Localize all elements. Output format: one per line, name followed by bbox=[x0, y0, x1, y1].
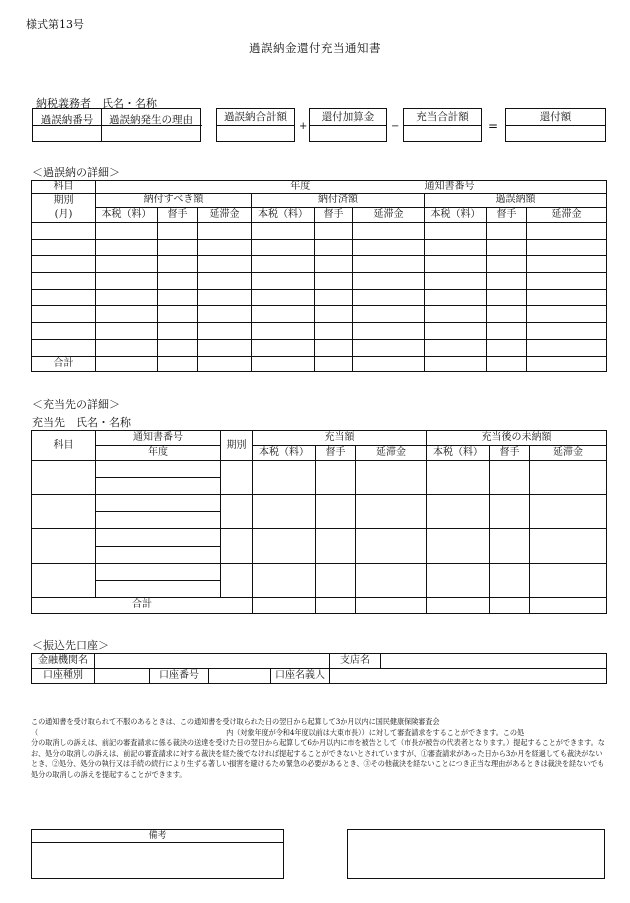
detail-row[interactable] bbox=[32, 239, 607, 256]
detail-row[interactable] bbox=[32, 306, 607, 323]
overpaid-fee-header: 督手 bbox=[487, 207, 527, 222]
total-overpaid-box[interactable] bbox=[216, 108, 295, 142]
overpayment-number-field[interactable] bbox=[33, 125, 101, 142]
period-header bbox=[32, 194, 96, 223]
paid-header: 納付済額 bbox=[252, 194, 425, 208]
detail-row[interactable] bbox=[32, 273, 607, 290]
period-label: 期別 bbox=[53, 195, 74, 206]
appr-total-label: 合計 bbox=[32, 597, 253, 613]
unpaid-after-header: 充当後の未納額 bbox=[427, 431, 607, 446]
due-delay-header: 延滞金 bbox=[198, 207, 252, 222]
overpaid-delay-header: 延滞金 bbox=[527, 207, 607, 222]
institution-label: 金融機関名 bbox=[32, 654, 95, 669]
refund-amount-label: 還付額 bbox=[506, 109, 605, 126]
minus-sign: − bbox=[391, 121, 400, 132]
notice-line-1: この通知書を受け取られて不服のあるときは、この通知書を受け取られた日の翌日から起算して3か月以内に国民健康保険審査会 bbox=[31, 717, 440, 726]
month-label: (月) bbox=[54, 209, 73, 220]
applied-header: 充当額 bbox=[253, 431, 427, 446]
notice-line-2 bbox=[31, 728, 605, 739]
account-number-label: 口座番号 bbox=[150, 669, 209, 684]
detail-row[interactable] bbox=[32, 223, 607, 240]
bank-account-table bbox=[31, 653, 607, 684]
detail-row[interactable] bbox=[32, 339, 607, 356]
refund-amount-box[interactable] bbox=[505, 108, 606, 142]
form-number: 様式第13号 bbox=[26, 18, 84, 31]
overpayment-reason-label: 過誤納発生の理由 bbox=[109, 114, 193, 126]
unpaid-fee-header: 督手 bbox=[490, 446, 530, 461]
taxpayer-label: 納税義務者 氏名・名称 bbox=[36, 97, 157, 110]
applied-total-label: 充当合計額 bbox=[404, 109, 481, 126]
branch-label: 支店名 bbox=[330, 654, 381, 669]
appropriation-section-title: ＜充当先の詳細＞ bbox=[32, 398, 120, 411]
notice-number-header: 通知書番号 bbox=[425, 181, 607, 194]
account-type-field[interactable] bbox=[95, 669, 150, 684]
year-header: 年度 bbox=[96, 181, 425, 194]
account-holder-label: 口座名義人 bbox=[271, 669, 330, 684]
stamp-box bbox=[347, 829, 605, 879]
paid-delay-header: 延滞金 bbox=[353, 207, 425, 222]
page-title: 過誤納金還付充当通知書 bbox=[249, 41, 381, 55]
institution-field[interactable] bbox=[95, 654, 330, 669]
appeal-notice bbox=[31, 717, 605, 780]
detail-row[interactable] bbox=[32, 289, 607, 306]
overpayment-id-box bbox=[32, 108, 201, 142]
overpayment-reason-field[interactable] bbox=[102, 125, 201, 142]
plus-sign: + bbox=[299, 121, 308, 132]
applied-total-box[interactable] bbox=[403, 108, 482, 142]
total-overpaid-label: 過誤納合計額 bbox=[217, 109, 294, 126]
appropriation-row[interactable] bbox=[32, 563, 607, 580]
account-holder-field[interactable] bbox=[330, 669, 607, 684]
detail-total-row bbox=[32, 356, 607, 372]
notice-open-paren: （ bbox=[31, 727, 39, 737]
branch-field[interactable] bbox=[381, 654, 607, 669]
account-number-field[interactable] bbox=[209, 669, 271, 684]
overpaid-header: 過誤納額 bbox=[425, 194, 607, 208]
unpaid-principal-header: 本税（料） bbox=[427, 446, 490, 461]
appropriation-row[interactable] bbox=[32, 529, 607, 546]
applied-principal-header: 本税（料） bbox=[253, 446, 316, 461]
notice-line-2-text: 内（対象年度が令和4年度以前は大東市長））に対して審査請求をすることができます。この処 bbox=[226, 727, 525, 737]
due-principal-header: 本税（料） bbox=[96, 207, 158, 222]
appr-notice-number-header: 通知書番号 bbox=[96, 431, 221, 446]
detail-section-title: ＜過誤納の詳細＞ bbox=[32, 166, 120, 179]
applied-delay-header: 延滞金 bbox=[356, 446, 427, 461]
refund-addition-box[interactable] bbox=[309, 108, 387, 142]
appr-subject-header: 科目 bbox=[32, 431, 96, 461]
overpaid-principal-header: 本税（料） bbox=[425, 207, 487, 222]
appr-year-header: 年度 bbox=[96, 446, 221, 461]
detail-row[interactable] bbox=[32, 256, 607, 273]
remarks-label: 備考 bbox=[32, 830, 283, 843]
account-type-label: 口座種別 bbox=[32, 669, 95, 684]
detail-total-label: 合計 bbox=[32, 356, 96, 372]
appropriation-row[interactable] bbox=[32, 461, 607, 478]
overpayment-detail-table bbox=[31, 180, 607, 372]
appr-total-row bbox=[32, 597, 607, 613]
equals-sign: = bbox=[488, 119, 499, 133]
appropriation-table bbox=[31, 430, 607, 614]
paid-fee-header: 督手 bbox=[315, 207, 353, 222]
due-fee-header: 督手 bbox=[158, 207, 198, 222]
appr-period-header: 期別 bbox=[221, 431, 253, 461]
refund-addition-label: 還付加算金 bbox=[310, 109, 386, 126]
bank-section-title: ＜振込先口座＞ bbox=[32, 639, 109, 652]
appropriation-target-label: 充当先 氏名・名称 bbox=[32, 416, 131, 429]
remarks-box[interactable] bbox=[31, 829, 284, 879]
unpaid-delay-header: 延滞金 bbox=[530, 446, 607, 461]
notice-body: 分の取消しの訴えは、前記の審査請求に係る裁決の送達を受けた日の翌日から起算して6か月以内に市を被告として（市長が被告の代表者となります。）提起することができます。なお、処分の取消しの訴えは、前記の審査請求に対する裁決を経た後でなければ提起することができないとされていますが、①審査請求があった日から3か月を経過しても裁決がないとき、②処分、処分の執行又は手続の続行により生ずる著しい損害を避けるため緊急の必要があるとき、③その他裁決を経ないことにつき正当な理由があるときは裁決を経ないでも処分の取消しの訴えを提起することができます。 bbox=[31, 738, 605, 779]
due-header: 納付すべき額 bbox=[96, 194, 252, 208]
paid-principal-header: 本税（料） bbox=[252, 207, 315, 222]
overpayment-number-label: 過誤納番号 bbox=[40, 114, 94, 126]
detail-row[interactable] bbox=[32, 323, 607, 340]
applied-fee-header: 督手 bbox=[316, 446, 356, 461]
subject-header: 科目 bbox=[32, 181, 96, 194]
appropriation-row[interactable] bbox=[32, 495, 607, 512]
